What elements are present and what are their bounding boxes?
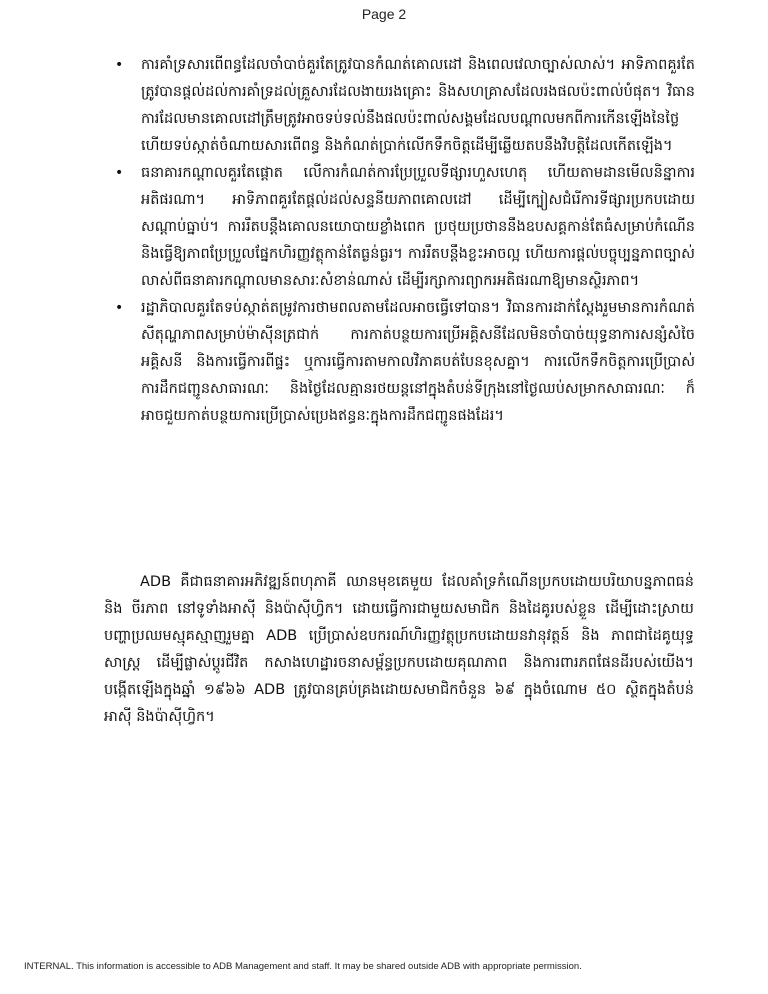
list-item-text: រដ្ឋាភិបាលគួរតែទប់ស្កាត់តម្រូវការថាមពលតាមដែលអាចធ្វើទៅបាន។ វិធានការដាក់ស្តែងរួមមានការកំណត់សីតុណ្ហភាពសម្រាប់ម៉ាស៊ីនត្រជាក់ ការកាត់បន្ថយការប្រើអគ្គិសនីដែលមិនចាំបាច់យុទ្ធនាការសន្សំសំចៃអគ្គិសនី និងការធ្វើការពីផ្ទះ ឬការធ្វើការតាមកាលវិភាគបត់បែនខុសគ្នា។ ការលើកទឹកចិត្តការប្រើប្រាស់ការដឹកជញ្ជូនសាធារណៈ និងថ្ងៃដែលគ្មានរថយន្តនៅក្នុងតំបន់ទីក្រុងនៅថ្ងៃឈប់សម្រាកសាធារណៈ ក៏អាចជួយកាត់បន្ថយការប្រើប្រាស់ប្រេងឥន្ធនៈក្នុងការដឹកជញ្ជូនផងដែរ។ <box>141 300 695 424</box>
about-adb-paragraph: ADB គឺជាធនាគារអភិវឌ្ឍន៍ពហុភាគី ឈានមុខគេមួយ ដែលគាំទ្រកំណើនប្រកបដោយបរិយាបន្នភាពធន់ និង ចីរភាព នៅទូទាំងអាស៊ី និងប៉ាស៊ីហ្វិក។ ដោយធ្វើការជាមួយសមាជិក និងដៃគូរបស់ខ្លួន ដើម្បីដោះស្រាយបញ្ហាប្រឈមស្មុគស្មាញរួមគ្នា ADB ប្រើប្រាស់ឧបករណ៍ហិរញ្ញវត្ថុប្រកបដោយនវានុវត្តន៍ និង ភាពជាដៃគូយុទ្ធសាស្ត្រ ដើម្បីផ្លាស់ប្ដូរជីវិត កសាងហេដ្ឋារចនាសម្ព័ន្ធប្រកបដោយគុណភាព និងការពារភពផែនដីរបស់យើង។ បង្កើតឡើងក្នុងឆ្នាំ ១៩៦៦ ADB ត្រូវបានគ្រប់គ្រងដោយសមាជិកចំនួន ៦៩ ក្នុងចំណោម ៥០ ស្ថិតក្នុងតំបន់អាស៊ី និងប៉ាស៊ីហ្វិក។ <box>104 574 694 725</box>
page-number: Page 2 <box>361 6 407 22</box>
recommendation-list <box>115 52 695 430</box>
bullet-icon: • <box>115 165 124 181</box>
bullet-icon: • <box>115 300 124 316</box>
list-item <box>115 295 695 430</box>
list-item <box>115 52 695 160</box>
classification-footer: INTERNAL. This information is accessible to ADB Management and staff. It may be shared outside ADB with appropriate permission. <box>24 961 582 972</box>
bullet-icon: • <box>115 57 124 73</box>
list-item-text: ធនាគារកណ្ដាលគួរតែផ្ដោត លើការកំណត់ការប្រែប្រួលទីផ្សារហួសហេតុ ហើយតាមដានមើលនិន្នាការអតិផរណា។ អាទិភាពគួរតែផ្ដល់ដល់សន្ទនីយភាពគោលដៅ ដើម្បីក្បៀសជំរើការទីផ្សារប្រកបដោយសណ្ដាប់ធ្នាប់។ ការរឹតបន្តឹងគោលនយោបាយខ្លាំងពេក ប្រថុយប្រថាននឹងឧបសគ្គកាន់តែធំសម្រាប់កំណើន និងធ្វើឱ្យភាពប្រែប្រួលផ្នែកហិរញ្ញវត្ថុកាន់តែធ្ងន់ធ្ងរ។ ការរឹតបន្តឹងខ្លះអាចល្អ ហើយការផ្ដល់បច្ចុប្បន្នភាពច្បាស់លាស់ពីធនាគារកណ្ដាលមានសារៈសំខាន់ណាស់ ដើម្បីរក្សាការព្យាករអតិផរណាឱ្យមានស្ថិរភាព។ <box>141 165 695 289</box>
list-item <box>115 160 695 295</box>
list-item-text: ការគាំទ្រសារពើពន្ធដែលចាំបាច់គួរតែត្រូវបានកំណត់គោលដៅ និងពេលវេលាច្បាស់លាស់។ អាទិភាពគួរតែត្រូវបានផ្ដល់ដល់ការគាំទ្រដល់គ្រួសារដែលងាយរងគ្រោះ និងសហគ្រាសដែលរងផលប៉ះពាល់បំផុត។ វិធានការដែលមានគោលដៅត្រឹមត្រូវអាចទប់ទល់នឹងផលប៉ះពាល់សង្គមដែលបណ្ដាលមកពីការកើនឡើងនៃថ្លៃ ហើយទប់ស្កាត់ចំណាយសារពើពន្ធ និងកំណត់ប្រាក់លើកទឹកចិត្តដើម្បីឆ្លើយតបនឹងវិបត្តិដែលកើតឡើង។ <box>141 57 695 154</box>
